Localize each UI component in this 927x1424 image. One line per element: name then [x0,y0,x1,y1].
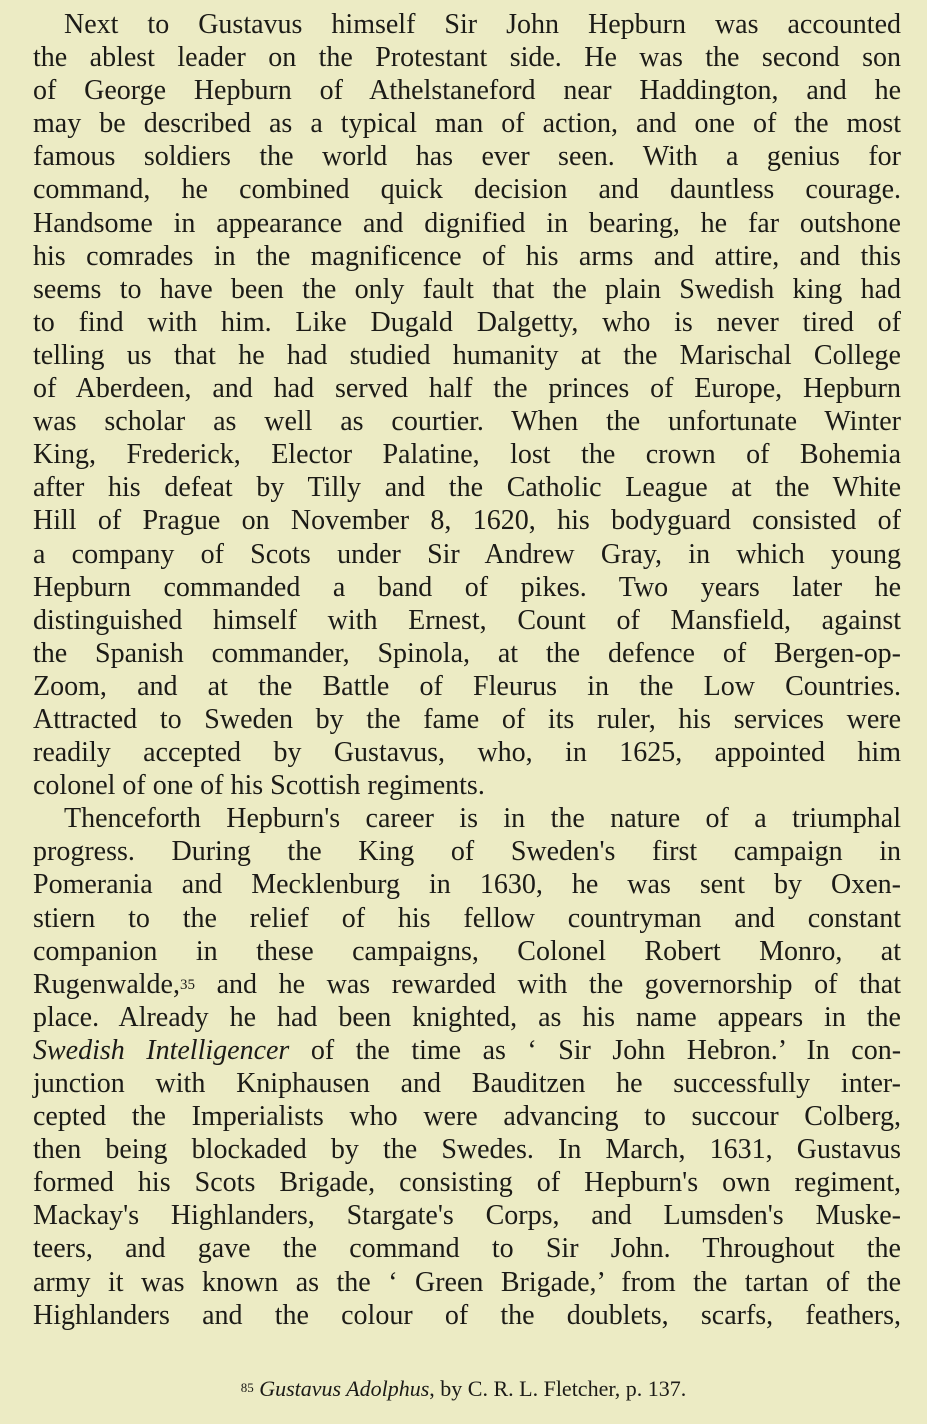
text-fragment: of the time as ‘ Sir John Hebron.’ In con- [289,1034,902,1066]
text-line: Thenceforth Hepburn's career is in the nature of a triumphal [64,803,901,835]
text-line: of George Hepburn of Athelstaneford near Haddington, and he [33,75,901,107]
text-line: stiern to the relief of his fellow countryman and constant [33,902,901,934]
italic-title: Swedish Intelligencer [33,1034,290,1066]
text-line: Zoom, and at the Battle of Fleurus in the Low Countries. [33,670,901,702]
text-line: the Spanish commander, Spinola, at the defence of Bergen-op- [33,637,901,669]
footnote [0,1376,927,1402]
text-line: his comrades in the magnificence of his arms and attire, and this [33,240,901,272]
footnote-citation: , by C. R. L. Fletcher, p. 137. [429,1376,687,1401]
text-line: junction with Kniphausen and Bauditzen he successfully inter- [33,1068,901,1099]
text-line: command, he combined quick decision and dauntless courage. [33,174,901,206]
text-line: teers, and gave the command to Sir John. Throughout the [33,1233,901,1265]
text-line: readily accepted by Gustavus, who, in 1625, appointed him [33,737,901,769]
text-line: after his defeat by Tilly and the Catholic League at the White [33,472,901,504]
text-line: colonel of one of his Scottish regiments. [33,770,485,802]
text-fragment: and he was rewarded with the governorship of that [194,968,901,1000]
text-line: Highlanders and the colour of the doublets, scarfs, feathers, [33,1299,901,1331]
text-line: King, Frederick, Elector Palatine, lost the crown of Bohemia [33,439,901,471]
text-line: was scholar as well as courtier. When the unfortunate Winter [33,406,901,438]
text-line: place. Already he had been knighted, as his name appears in the [33,1001,901,1033]
text-line: seems to have been the only fault that the plain Swedish king had [33,273,901,305]
footnote-reference: 35 [179,976,195,993]
text-line: may be described as a typical man of action, and one of the most [33,108,901,140]
text-line: Pomerania and Mecklenburg in 1630, he was sent by Oxen- [33,869,901,901]
text-line: telling us that he had studied humanity at the Marischal College [33,339,901,371]
page-body [33,8,901,1332]
text-line: cepted the Imperialists who were advancing to succour Colberg, [33,1101,901,1133]
text-line: famous soldiers the world has ever seen. With a genius for [33,141,901,173]
text-line: Mackay's Highlanders, Stargate's Corps, and Lumsden's Muske- [33,1200,901,1232]
text-line: formed his Scots Brigade, consisting of Hepburn's own regiment, [33,1167,901,1199]
text-line: then being blockaded by the Swedes. In March, 1631, Gustavus [33,1134,901,1166]
paragraph-1 [33,8,901,802]
text-line: Attracted to Sweden by the fame of its ruler, his services were [33,703,901,735]
text-line: Hill of Prague on November 8, 1620, his bodyguard consisted of [33,505,901,537]
text-line: distinguished himself with Ernest, Count of Mansfield, against [33,604,901,636]
text-fragment: Rugenwalde, [33,968,180,1000]
text-line: Handsome in appearance and dignified in bearing, he far outshone [33,207,901,239]
paragraph-2 [33,802,901,1332]
text-line: the ablest leader on the Protestant side. He was the second son [33,42,901,74]
text-line: progress. During the King of Sweden's first campaign in [33,836,901,868]
text-line-with-title [33,1034,901,1067]
text-line: companion in these campaigns, Colonel Robert Monro, at [33,935,901,967]
text-line-with-footnote-ref [33,968,901,1001]
footnote-number: 85 [240,1380,254,1395]
text-line: a company of Scots under Sir Andrew Gray, in which young [33,538,901,570]
text-line: Hepburn commanded a band of pikes. Two years later he [33,571,901,603]
text-line: Next to Gustavus himself Sir John Hepburn was accounted [64,9,901,40]
footnote-title: Gustavus Adolphus [259,1376,430,1401]
text-line: of Aberdeen, and had served half the princes of Europe, Hepburn [33,373,901,405]
text-line: to find with him. Like Dugald Dalgetty, who is never tired of [33,306,901,338]
text-line: army it was known as the ‘ Green Brigade,’ from the tartan of the [33,1266,901,1298]
